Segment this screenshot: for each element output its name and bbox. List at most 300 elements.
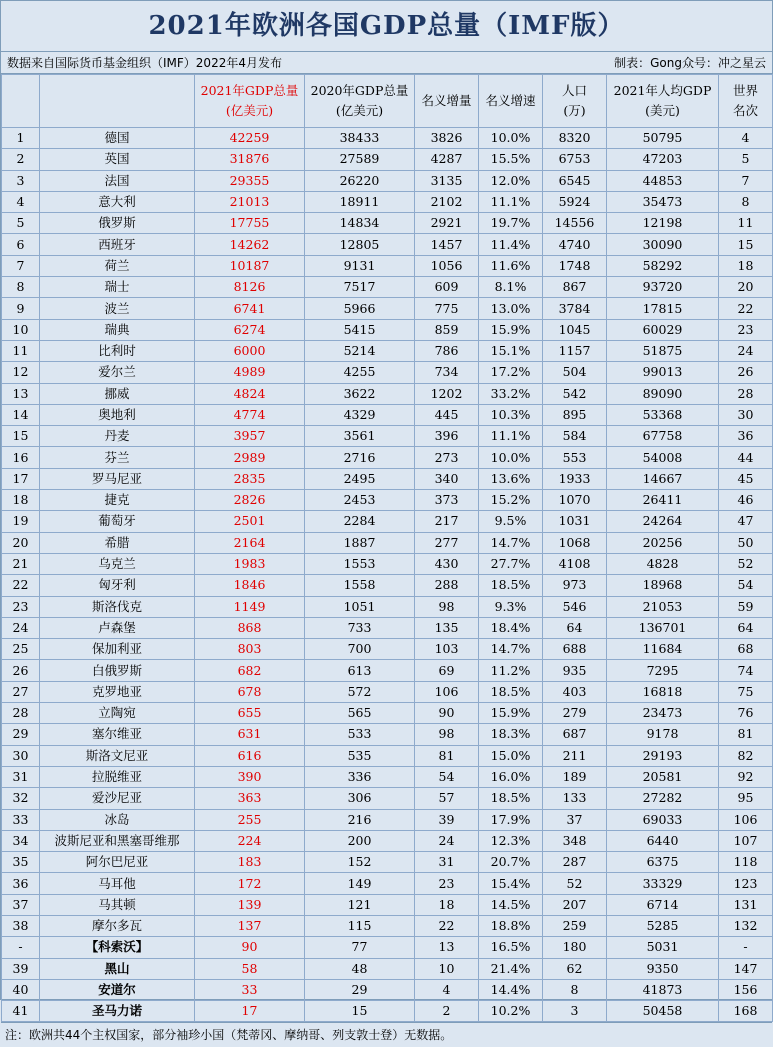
- population-cell: 867: [543, 277, 607, 298]
- growth-cell: 15.1%: [479, 340, 543, 361]
- col-header-per-capita: [607, 75, 719, 128]
- table-row: [2, 511, 773, 532]
- gdp2021-cell: 6274: [195, 319, 305, 340]
- gdp2020-cell: 149: [305, 873, 415, 894]
- gdp2021-cell: 29355: [195, 170, 305, 191]
- increase-cell: 135: [415, 617, 479, 638]
- per-capita-cell: 93720: [607, 277, 719, 298]
- gdp2020-cell: 2495: [305, 468, 415, 489]
- increase-cell: 859: [415, 319, 479, 340]
- gdp2020-cell: 336: [305, 766, 415, 787]
- rank-cell: 4: [2, 191, 40, 212]
- per-capita-cell: 5031: [607, 937, 719, 958]
- per-capita-cell: 35473: [607, 191, 719, 212]
- increase-cell: 288: [415, 575, 479, 596]
- growth-cell: 15.0%: [479, 745, 543, 766]
- gdp2021-cell: 17755: [195, 213, 305, 234]
- population-cell: 5924: [543, 191, 607, 212]
- table-row: [2, 468, 773, 489]
- country-cell: 荷兰: [40, 255, 195, 276]
- table-row: [2, 809, 773, 830]
- rank-cell: 3: [2, 170, 40, 191]
- per-capita-cell: 9350: [607, 958, 719, 979]
- world-rank-cell: 68: [719, 639, 773, 660]
- gdp2020-cell: 533: [305, 724, 415, 745]
- country-cell: 乌克兰: [40, 553, 195, 574]
- table-row: [2, 213, 773, 234]
- table-row: [2, 915, 773, 936]
- gdp2021-cell: 2835: [195, 468, 305, 489]
- country-cell: 马耳他: [40, 873, 195, 894]
- population-cell: 688: [543, 639, 607, 660]
- country-cell: 法国: [40, 170, 195, 191]
- growth-cell: 14.4%: [479, 979, 543, 1000]
- gdp2020-cell: 535: [305, 745, 415, 766]
- page-title: 2021年欧洲各国GDP总量（IMF版）: [1, 1, 772, 52]
- gdp2021-cell: 58: [195, 958, 305, 979]
- country-cell: 阿尔巴尼亚: [40, 852, 195, 873]
- growth-cell: 9.5%: [479, 511, 543, 532]
- world-rank-cell: 50: [719, 532, 773, 553]
- gdp2021-cell: 616: [195, 745, 305, 766]
- growth-cell: 17.2%: [479, 362, 543, 383]
- country-cell: 俄罗斯: [40, 213, 195, 234]
- increase-cell: 98: [415, 596, 479, 617]
- country-cell: 斯洛文尼亚: [40, 745, 195, 766]
- gdp2021-cell: 8126: [195, 277, 305, 298]
- growth-cell: 18.3%: [479, 724, 543, 745]
- increase-cell: 3826: [415, 128, 479, 149]
- per-capita-cell: 16818: [607, 681, 719, 702]
- world-rank-cell: 74: [719, 660, 773, 681]
- population-cell: 1070: [543, 490, 607, 511]
- population-cell: 3: [543, 1001, 607, 1022]
- increase-cell: 217: [415, 511, 479, 532]
- gdp2021-cell: 2989: [195, 447, 305, 468]
- world-rank-cell: 59: [719, 596, 773, 617]
- per-capita-cell: 50795: [607, 128, 719, 149]
- increase-cell: 2921: [415, 213, 479, 234]
- table-row: [2, 830, 773, 851]
- population-cell: 287: [543, 852, 607, 873]
- gdp2020-cell: 18911: [305, 191, 415, 212]
- increase-cell: 609: [415, 277, 479, 298]
- gdp2020-cell: 2453: [305, 490, 415, 511]
- population-cell: 4108: [543, 553, 607, 574]
- growth-cell: 18.5%: [479, 681, 543, 702]
- rank-cell: 38: [2, 915, 40, 936]
- gdp2020-cell: 152: [305, 852, 415, 873]
- col-header-gdp2020-line2: (亿美元): [335, 103, 384, 118]
- increase-cell: 24: [415, 830, 479, 851]
- gdp2020-cell: 27589: [305, 149, 415, 170]
- country-cell: 塞尔维亚: [40, 724, 195, 745]
- country-cell: 安道尔: [40, 979, 195, 1000]
- country-cell: 拉脱维亚: [40, 766, 195, 787]
- increase-cell: 39: [415, 809, 479, 830]
- table-row: [2, 979, 773, 1000]
- table-row: [2, 532, 773, 553]
- gdp2020-cell: 15: [305, 1001, 415, 1022]
- gdp2020-cell: 115: [305, 915, 415, 936]
- per-capita-cell: 6440: [607, 830, 719, 851]
- rank-cell: 24: [2, 617, 40, 638]
- increase-cell: 430: [415, 553, 479, 574]
- per-capita-cell: 9178: [607, 724, 719, 745]
- world-rank-cell: 92: [719, 766, 773, 787]
- table-credit: 制表：Gong众号：冲之星云: [614, 56, 766, 70]
- col-header-rank: [2, 75, 40, 128]
- world-rank-cell: 7: [719, 170, 773, 191]
- country-cell: 挪威: [40, 383, 195, 404]
- country-cell: 【科索沃】: [40, 937, 195, 958]
- increase-cell: 22: [415, 915, 479, 936]
- table-row: [2, 958, 773, 979]
- gdp2020-cell: 38433: [305, 128, 415, 149]
- increase-cell: 734: [415, 362, 479, 383]
- gdp2021-cell: 631: [195, 724, 305, 745]
- increase-cell: 396: [415, 426, 479, 447]
- population-cell: 1157: [543, 340, 607, 361]
- col-header-world-rank: [719, 75, 773, 128]
- population-cell: 211: [543, 745, 607, 766]
- gdp2021-cell: 390: [195, 766, 305, 787]
- country-cell: 波斯尼亚和黑塞哥维那: [40, 830, 195, 851]
- country-cell: 保加利亚: [40, 639, 195, 660]
- gdp2021-cell: 363: [195, 788, 305, 809]
- rank-cell: 9: [2, 298, 40, 319]
- rank-cell: 7: [2, 255, 40, 276]
- country-cell: 德国: [40, 128, 195, 149]
- col-header-population: [543, 75, 607, 128]
- population-cell: 189: [543, 766, 607, 787]
- increase-cell: 445: [415, 404, 479, 425]
- gdp2021-cell: 14262: [195, 234, 305, 255]
- rank-cell: 16: [2, 447, 40, 468]
- growth-cell: 18.4%: [479, 617, 543, 638]
- world-rank-cell: 118: [719, 852, 773, 873]
- rank-cell: 31: [2, 766, 40, 787]
- growth-cell: 12.0%: [479, 170, 543, 191]
- gdp2021-cell: 255: [195, 809, 305, 830]
- gdp2021-cell: 4989: [195, 362, 305, 383]
- table-row: [2, 362, 773, 383]
- world-rank-cell: 147: [719, 958, 773, 979]
- increase-cell: 340: [415, 468, 479, 489]
- growth-cell: 15.4%: [479, 873, 543, 894]
- table-row: [2, 255, 773, 276]
- country-cell: 瑞典: [40, 319, 195, 340]
- population-cell: 687: [543, 724, 607, 745]
- increase-cell: 1202: [415, 383, 479, 404]
- per-capita-cell: 99013: [607, 362, 719, 383]
- increase-cell: 775: [415, 298, 479, 319]
- growth-cell: 21.4%: [479, 958, 543, 979]
- growth-cell: 17.9%: [479, 809, 543, 830]
- gdp2020-cell: 1558: [305, 575, 415, 596]
- increase-cell: 10: [415, 958, 479, 979]
- country-cell: 斯洛伐克: [40, 596, 195, 617]
- table-body: [2, 128, 773, 1022]
- increase-cell: 54: [415, 766, 479, 787]
- table-row: [2, 234, 773, 255]
- rank-cell: 23: [2, 596, 40, 617]
- rank-cell: 26: [2, 660, 40, 681]
- population-cell: 279: [543, 703, 607, 724]
- population-cell: 37: [543, 809, 607, 830]
- increase-cell: 18: [415, 894, 479, 915]
- increase-cell: 13: [415, 937, 479, 958]
- population-cell: 1045: [543, 319, 607, 340]
- rank-cell: 39: [2, 958, 40, 979]
- world-rank-cell: 75: [719, 681, 773, 702]
- population-cell: 62: [543, 958, 607, 979]
- table-row: [2, 277, 773, 298]
- gdp2021-cell: 33: [195, 979, 305, 1000]
- population-cell: 553: [543, 447, 607, 468]
- rank-cell: 15: [2, 426, 40, 447]
- increase-cell: 98: [415, 724, 479, 745]
- world-rank-cell: 44: [719, 447, 773, 468]
- country-cell: 比利时: [40, 340, 195, 361]
- world-rank-cell: 26: [719, 362, 773, 383]
- increase-cell: 273: [415, 447, 479, 468]
- col-header-gdp2020: [305, 75, 415, 128]
- col-header-growth: 名义增速: [479, 75, 543, 128]
- per-capita-cell: 50458: [607, 1001, 719, 1022]
- gdp2020-cell: 7517: [305, 277, 415, 298]
- gdp2020-cell: 572: [305, 681, 415, 702]
- growth-cell: 9.3%: [479, 596, 543, 617]
- growth-cell: 11.1%: [479, 191, 543, 212]
- world-rank-cell: 8: [719, 191, 773, 212]
- per-capita-cell: 33329: [607, 873, 719, 894]
- rank-cell: 22: [2, 575, 40, 596]
- country-cell: 摩尔多瓦: [40, 915, 195, 936]
- world-rank-cell: 47: [719, 511, 773, 532]
- increase-cell: 81: [415, 745, 479, 766]
- gdp2021-cell: 139: [195, 894, 305, 915]
- increase-cell: 277: [415, 532, 479, 553]
- population-cell: 504: [543, 362, 607, 383]
- gdp2021-cell: 31876: [195, 149, 305, 170]
- gdp2021-cell: 172: [195, 873, 305, 894]
- gdp2021-cell: 224: [195, 830, 305, 851]
- rank-cell: 8: [2, 277, 40, 298]
- rank-cell: 11: [2, 340, 40, 361]
- population-cell: 52: [543, 873, 607, 894]
- country-cell: 捷克: [40, 490, 195, 511]
- population-cell: 1748: [543, 255, 607, 276]
- gdp2020-cell: 2716: [305, 447, 415, 468]
- increase-cell: 4: [415, 979, 479, 1000]
- rank-cell: 28: [2, 703, 40, 724]
- gdp2020-cell: 1553: [305, 553, 415, 574]
- world-rank-cell: 36: [719, 426, 773, 447]
- table-row: [2, 873, 773, 894]
- gdp2020-cell: 5966: [305, 298, 415, 319]
- gdp2021-cell: 90: [195, 937, 305, 958]
- per-capita-cell: 47203: [607, 149, 719, 170]
- table-row: [2, 128, 773, 149]
- increase-cell: 2: [415, 1001, 479, 1022]
- growth-cell: 15.5%: [479, 149, 543, 170]
- gdp2020-cell: 565: [305, 703, 415, 724]
- growth-cell: 15.9%: [479, 319, 543, 340]
- world-rank-cell: 45: [719, 468, 773, 489]
- gdp2021-cell: 4774: [195, 404, 305, 425]
- per-capita-cell: 58292: [607, 255, 719, 276]
- growth-cell: 11.4%: [479, 234, 543, 255]
- gdp2020-cell: 3561: [305, 426, 415, 447]
- gdp2021-cell: 1983: [195, 553, 305, 574]
- increase-cell: 786: [415, 340, 479, 361]
- growth-cell: 10.0%: [479, 128, 543, 149]
- per-capita-cell: 27282: [607, 788, 719, 809]
- col-header-pop-line2: (万): [563, 103, 586, 118]
- rank-cell: 17: [2, 468, 40, 489]
- world-rank-cell: 82: [719, 745, 773, 766]
- gdp2021-cell: 6000: [195, 340, 305, 361]
- increase-cell: 1056: [415, 255, 479, 276]
- table-row: [2, 617, 773, 638]
- per-capita-cell: 5285: [607, 915, 719, 936]
- table-row: [2, 788, 773, 809]
- gdp2020-cell: 1887: [305, 532, 415, 553]
- table-row: [2, 340, 773, 361]
- growth-cell: 10.3%: [479, 404, 543, 425]
- world-rank-cell: 131: [719, 894, 773, 915]
- per-capita-cell: 54008: [607, 447, 719, 468]
- table-row: [2, 1001, 773, 1022]
- growth-cell: 18.8%: [479, 915, 543, 936]
- population-cell: 6753: [543, 149, 607, 170]
- world-rank-cell: 20: [719, 277, 773, 298]
- gdp2020-cell: 306: [305, 788, 415, 809]
- gdp2020-cell: 200: [305, 830, 415, 851]
- gdp2021-cell: 868: [195, 617, 305, 638]
- rank-cell: -: [2, 937, 40, 958]
- rank-cell: 14: [2, 404, 40, 425]
- gdp-table: [1, 74, 773, 1022]
- per-capita-cell: 11684: [607, 639, 719, 660]
- growth-cell: 18.5%: [479, 788, 543, 809]
- gdp2020-cell: 3622: [305, 383, 415, 404]
- country-cell: 冰岛: [40, 809, 195, 830]
- country-cell: 瑞士: [40, 277, 195, 298]
- growth-cell: 15.2%: [479, 490, 543, 511]
- gdp2020-cell: 48: [305, 958, 415, 979]
- gdp2020-cell: 4255: [305, 362, 415, 383]
- gdp2021-cell: 2164: [195, 532, 305, 553]
- rank-cell: 2: [2, 149, 40, 170]
- gdp2021-cell: 17: [195, 1001, 305, 1022]
- gdp2020-cell: 9131: [305, 255, 415, 276]
- rank-cell: 1: [2, 128, 40, 149]
- data-source: 数据来自国际货币基金组织（IMF）2022年4月发布: [7, 56, 282, 70]
- table-row: [2, 894, 773, 915]
- gdp2020-cell: 26220: [305, 170, 415, 191]
- increase-cell: 23: [415, 873, 479, 894]
- country-cell: 卢森堡: [40, 617, 195, 638]
- gdp2021-cell: 2501: [195, 511, 305, 532]
- rank-cell: 21: [2, 553, 40, 574]
- growth-cell: 27.7%: [479, 553, 543, 574]
- gdp2020-cell: 121: [305, 894, 415, 915]
- gdp2020-cell: 77: [305, 937, 415, 958]
- per-capita-cell: 23473: [607, 703, 719, 724]
- world-rank-cell: 123: [719, 873, 773, 894]
- population-cell: 180: [543, 937, 607, 958]
- gdp2020-cell: 14834: [305, 213, 415, 234]
- gdp2020-cell: 733: [305, 617, 415, 638]
- world-rank-cell: 5: [719, 149, 773, 170]
- country-cell: 西班牙: [40, 234, 195, 255]
- country-cell: 波兰: [40, 298, 195, 319]
- world-rank-cell: 54: [719, 575, 773, 596]
- country-cell: 黑山: [40, 958, 195, 979]
- rank-cell: 35: [2, 852, 40, 873]
- rank-cell: 6: [2, 234, 40, 255]
- country-cell: 克罗地亚: [40, 681, 195, 702]
- per-capita-cell: 41873: [607, 979, 719, 1000]
- population-cell: 1933: [543, 468, 607, 489]
- growth-cell: 10.0%: [479, 447, 543, 468]
- per-capita-cell: 4828: [607, 553, 719, 574]
- table-row: [2, 298, 773, 319]
- increase-cell: 90: [415, 703, 479, 724]
- table-row: [2, 575, 773, 596]
- gdp2020-cell: 2284: [305, 511, 415, 532]
- world-rank-cell: 52: [719, 553, 773, 574]
- rank-cell: 29: [2, 724, 40, 745]
- per-capita-cell: 7295: [607, 660, 719, 681]
- growth-cell: 14.7%: [479, 639, 543, 660]
- gdp2020-cell: 5214: [305, 340, 415, 361]
- world-rank-cell: 156: [719, 979, 773, 1000]
- rank-cell: 33: [2, 809, 40, 830]
- country-cell: 葡萄牙: [40, 511, 195, 532]
- increase-cell: 31: [415, 852, 479, 873]
- gdp2021-cell: 10187: [195, 255, 305, 276]
- growth-cell: 19.7%: [479, 213, 543, 234]
- table-row: [2, 383, 773, 404]
- per-capita-cell: 60029: [607, 319, 719, 340]
- country-cell: 意大利: [40, 191, 195, 212]
- col-header-wr-line1: 世界: [732, 83, 758, 98]
- world-rank-cell: 81: [719, 724, 773, 745]
- world-rank-cell: 18: [719, 255, 773, 276]
- table-row: [2, 490, 773, 511]
- country-cell: 爱尔兰: [40, 362, 195, 383]
- table-row: [2, 937, 773, 958]
- population-cell: 348: [543, 830, 607, 851]
- country-cell: 圣马力诺: [40, 1001, 195, 1022]
- country-cell: 奥地利: [40, 404, 195, 425]
- table-row: [2, 745, 773, 766]
- gdp2021-cell: 655: [195, 703, 305, 724]
- growth-cell: 33.2%: [479, 383, 543, 404]
- per-capita-cell: 53368: [607, 404, 719, 425]
- world-rank-cell: 24: [719, 340, 773, 361]
- population-cell: 259: [543, 915, 607, 936]
- table-row: [2, 149, 773, 170]
- population-cell: 895: [543, 404, 607, 425]
- increase-cell: 57: [415, 788, 479, 809]
- table-row: [2, 639, 773, 660]
- country-cell: 英国: [40, 149, 195, 170]
- gdp2021-cell: 678: [195, 681, 305, 702]
